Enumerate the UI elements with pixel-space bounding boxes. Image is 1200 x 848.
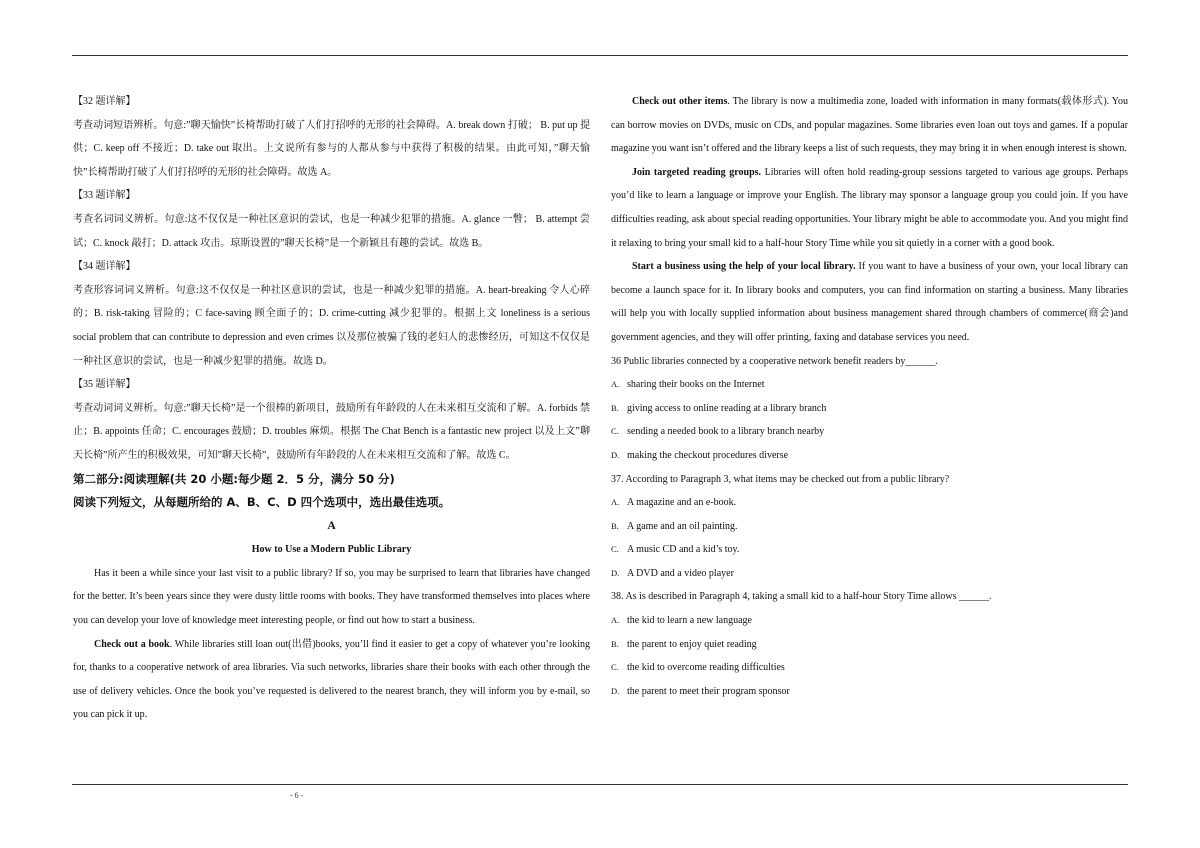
paragraph-2-heading: Check out a book: [94, 638, 170, 650]
option-letter: B.: [611, 638, 619, 649]
option-letter: A.: [611, 615, 620, 626]
option-text: A music CD and a kid’s toy.: [627, 544, 740, 556]
paragraph-5-heading: Start a business using the help of your local library.: [632, 261, 856, 273]
paragraph-4: [611, 161, 1128, 255]
option-text: the kid to overcome reading difficulties: [627, 662, 785, 674]
paragraph-2: [73, 633, 590, 727]
option-letter: D.: [611, 449, 620, 460]
option-text: the parent to enjoy quiet reading: [627, 638, 757, 650]
q37-option-c: [611, 538, 1128, 562]
option-text: sending a needed book to a library branch nearby: [627, 426, 825, 438]
q33-header: 【33 题详解】: [73, 190, 136, 202]
paragraph-3-text: . The library is now a multimedia zone, loaded with information in many formats(载体形式). You can borrow movies on DVDs, music on CDs, and popular magazines. Some libraries even loan out toys and games. If a popular magazine you want isn’t offered and the library keeps a list of such requests, they may bring it in when enough interest is shown.: [611, 96, 1128, 155]
page-number: - 6 -: [290, 791, 304, 800]
option-letter: B.: [611, 402, 619, 413]
paragraph-3: [611, 90, 1128, 161]
question-38: 38. As is described in Paragraph 4, taking a small kid to a half-hour Story Time allows ______.: [611, 591, 992, 603]
option-letter: C.: [611, 662, 619, 673]
q38-option-d: [611, 680, 1128, 704]
option-letter: D.: [611, 685, 620, 696]
q36-option-c: [611, 420, 1128, 444]
option-text: A game and an oil painting.: [627, 520, 738, 532]
q36-option-d: [611, 444, 1128, 468]
option-text: making the checkout procedures diverse: [627, 449, 789, 461]
paragraph-5-text: If you want to have a business of your own, your local library can become a launch space for it. In library books and computers, you can find information on starting a business. Many libraries will help you with locally supplied information about business management shared through chambers of commerce(商会)and government agencies, and they will offer printing, faxing and database services you need.: [611, 261, 1128, 343]
paragraph-1: Has it been a while since your last visit to a public library? If so, you may be surprised to learn that libraries have changed for the better. It’s been years since they were dusty little rooms with books. They have transformed themselves into places where you can develop your love of knowledge meet interesting people, or find out how to start a business.: [73, 567, 590, 627]
q37-option-a: [611, 491, 1128, 515]
option-text: the kid to learn a new language: [627, 615, 752, 627]
q38-option-b: [611, 633, 1128, 657]
q32-explanation: 考查动词短语辨析。句意:”聊天愉快”长椅帮助打破了人们打招呼的无形的社会障碍。A. break down 打破； B. put up 提供；C. keep off 不接近；D. take out 取出。上文说所有参与的人都从参与中获得了积极的结果。由此可知，”聊天愉快”长椅帮助打破了人们打招呼的无形的社会障碍。故选 A。: [73, 119, 590, 178]
q35-header: 【35 题详解】: [73, 379, 136, 391]
option-letter: B.: [611, 520, 619, 531]
option-text: A magazine and an e-book.: [627, 497, 737, 509]
section-title: 第二部分:阅读理解(共 20 小题:每少题 2．5 分，满分 50 分): [73, 471, 395, 486]
q33-explanation: 考查名词词义辨析。句意:这不仅仅是一种社区意识的尝试，也是一种减少犯罪的措施。A. glance 一瞥； B. attempt 尝试；C. knock 敲打；D. attack 攻击。琼斯设置的”聊天长椅”是一个新颖且有趣的尝试。故选 B。: [73, 213, 590, 249]
q36-option-b: [611, 397, 1128, 421]
q34-header: 【34 题详解】: [73, 261, 136, 273]
option-text: the parent to meet their program sponsor: [627, 685, 790, 697]
paragraph-4-text: Libraries will often hold reading-group sessions targeted to various age groups. Perhaps you’d like to learn a language or improve your English. The library may sponsor a language group you could join. If you have difficulties reading, ask about special reading opportunities. Your library might be able to accommodate you. And you might find it relaxing to bring your small kid to a half-hour Story Time while you sit quietly in a corner with a good book.: [611, 166, 1129, 249]
question-36: 36 Public libraries connected by a cooperative network benefit readers by______.: [611, 355, 938, 367]
section-instructions: 阅读下列短文，从每题所给的 A、B、C、D 四个选项中，选出最佳选项。: [73, 495, 451, 510]
option-letter: D.: [611, 567, 620, 578]
right-column: [611, 90, 1128, 703]
bottom-rule: [72, 784, 1128, 785]
question-37: 37. According to Paragraph 3, what items may be checked out from a public library?: [611, 473, 950, 485]
paragraph-4-heading: Join targeted reading groups.: [632, 166, 762, 178]
q32-header: 【32 题详解】: [73, 96, 136, 107]
q36-option-a: [611, 373, 1128, 397]
option-letter: C.: [611, 426, 619, 437]
option-text: giving access to online reading at a library branch: [627, 402, 827, 414]
option-letter: A.: [611, 379, 620, 390]
top-rule: [72, 55, 1128, 56]
paragraph-2-text: . While libraries still loan out(出借)books, you’ll find it easier to get a copy of whatever you’re looking for, thanks to a cooperative network of area libraries. Via such networks, libraries share their books with each other through the use of delivery vehicles. Once the book you’ve requested is delivered to the nearest branch, they will inform you by e-mail, so you can pick it up.: [73, 638, 590, 721]
q38-option-c: [611, 656, 1128, 680]
option-letter: C.: [611, 544, 619, 555]
q37-option-b: [611, 515, 1128, 539]
q35-explanation: 考查动词词义辨析。句意:”聊天长椅”是一个很棒的新项目，鼓励所有年龄段的人在未来相互交流和了解。A. forbids 禁止；B. appoints 任命；C. encourages 鼓励；D. troubles 麻烦。根据 The Chat Bench is a fantastic new project 以及上文”聊天长椅”所产生的积极效果，可知”聊天长椅”，鼓励所有年龄段的人在未来相互交流和了解。故选 C。: [73, 402, 590, 461]
left-column: [73, 90, 590, 727]
option-text: sharing their books on the Internet: [627, 379, 765, 391]
q34-explanation: 考查形容词词义辨析。句意:这不仅仅是一种社区意识的尝试，也是一种减少犯罪的措施。A. heart-breaking 令人心碎的；B. risk-taking 冒险的；C face-saving 顾全面子的；D. crime-cutting 减少犯罪的。根据上文 loneliness is a serious social problem that can contribute to depression and even crimes 以及那位被骗了钱的老妇人的悲惨经历，可知这不仅仅是一种社区意识的尝试，也是一种减少犯罪的措施。故选 D。: [73, 284, 590, 367]
passage-title: How to Use a Modern Public Library: [251, 544, 412, 556]
q38-option-a: [611, 609, 1128, 633]
paragraph-3-heading: Check out other items: [632, 96, 728, 107]
paragraph-5: [611, 255, 1128, 349]
passage-letter: A: [327, 519, 336, 532]
q37-option-d: [611, 562, 1128, 586]
option-text: A DVD and a video player: [627, 567, 734, 579]
option-letter: A.: [611, 497, 620, 508]
